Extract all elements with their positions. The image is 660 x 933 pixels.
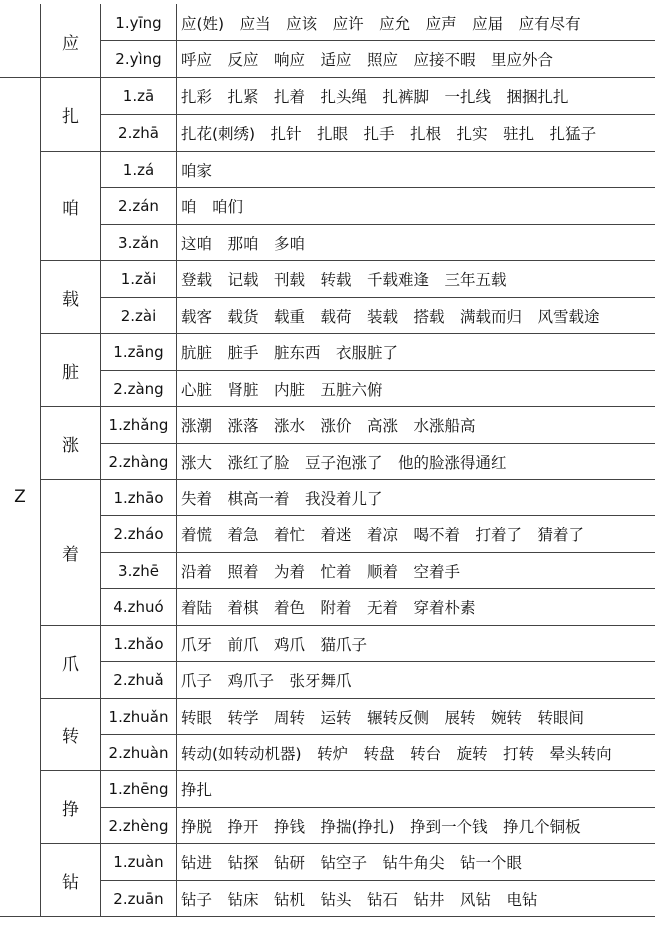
example-words: 呼应 反应 响应 适应 照应 应接不暇 里应外合 (181, 51, 554, 69)
character-cell: 爪 (62, 654, 79, 675)
example-words: 转眼 转学 周转 运转 辗转反侧 展转 婉转 转眼间 (181, 708, 585, 727)
entry-rule (40, 916, 100, 917)
reading-pinyin: 1.zhǎo (113, 634, 164, 653)
example-words: 涨潮 涨落 涨水 涨价 高涨 水涨船高 (181, 417, 476, 435)
example-words: 爪子 鸡爪子 张牙舞爪 (181, 672, 352, 690)
reading-pinyin: 1.zuàn (113, 853, 164, 871)
example-words: 爪牙 前爪 鸡爪 猫爪子 (181, 635, 368, 654)
example-words: 沿着 照着 为着 忙着 顺着 空着手 (181, 562, 461, 581)
row-rule (100, 916, 655, 917)
reading-pinyin: 3.zǎn (118, 233, 159, 252)
reading-pinyin: 4.zhuó (113, 598, 164, 616)
example-words: 扎花(刺绣) 扎针 扎眼 扎手 扎根 扎实 驻扎 扎猛子 (181, 125, 597, 143)
reading-pinyin: 1.zá (122, 160, 155, 179)
reading-pinyin: 1.zhuǎn (108, 707, 169, 726)
example-words: 应(姓) 应当 应该 应许 应允 应声 应届 应有尽有 (181, 14, 581, 33)
reading-pinyin: 1.zǎi (120, 270, 157, 288)
reading-pinyin: 1.zā (122, 87, 155, 105)
example-words: 着陆 着棋 着色 附着 无着 穿着朴素 (181, 599, 476, 617)
example-words: 挣扎 (181, 781, 213, 799)
character-cell: 脏 (62, 362, 79, 383)
example-words: 肮脏 脏手 脏东西 衣服脏了 (181, 344, 399, 362)
reading-pinyin: 1.zāng (113, 343, 164, 361)
reading-pinyin: 3.zhē (118, 561, 159, 580)
reading-pinyin: 2.zháo (113, 525, 164, 543)
initial-letter-cell: Z (14, 487, 26, 507)
character-cell: 挣 (62, 799, 79, 820)
character-cell: 着 (62, 545, 79, 565)
character-cell: 转 (62, 727, 79, 747)
example-words: 咱 咱们 (181, 198, 244, 216)
reading-pinyin: 2.zhàng (108, 452, 169, 471)
example-words: 这咱 那咱 多咱 (181, 234, 306, 253)
reading-pinyin: 2.zhuàn (108, 743, 169, 762)
example-words: 钻子 钻床 钻机 钻头 钻石 钻井 风钻 电钻 (181, 890, 538, 909)
reading-pinyin: 2.zán (118, 197, 159, 215)
character-cell: 钻 (62, 872, 79, 893)
initial-letter-cell (0, 5, 40, 77)
example-words: 涨大 涨红了脸 豆子泡涨了 他的脸涨得通红 (181, 453, 507, 472)
character-cell: 载 (62, 289, 79, 310)
example-words: 失着 棋高一着 我没着儿了 (181, 489, 383, 508)
section-rule (0, 916, 40, 917)
character-cell: 应 (62, 33, 79, 54)
reading-pinyin: 2.zàng (113, 379, 164, 398)
reading-pinyin: 1.yīng (115, 13, 162, 32)
example-words: 钻进 钻探 钻研 钻空子 钻牛角尖 钻一个眼 (181, 854, 523, 872)
reading-pinyin: 2.yìng (115, 50, 162, 68)
example-words: 载客 载货 载重 载荷 装载 搭载 满载而归 风雪载途 (181, 307, 600, 326)
example-words: 心脏 肾脏 内脏 五脏六俯 (181, 380, 383, 399)
reading-pinyin: 2.zuān (113, 889, 164, 908)
example-words: 转动(如转动机器) 转炉 转盘 转台 旋转 打转 晕头转向 (181, 744, 612, 763)
reading-pinyin: 1.zhēng (108, 780, 169, 798)
example-words: 挣脱 挣开 挣钱 挣揣(挣扎) 挣到一个钱 挣几个铜板 (181, 817, 581, 836)
reading-pinyin: 2.zhèng (108, 816, 169, 835)
reading-pinyin: 1.zhāo (113, 488, 164, 507)
reading-pinyin: 1.zhǎng (108, 416, 169, 434)
reading-pinyin: 2.zhuǎ (113, 671, 164, 689)
example-words: 咱家 (181, 161, 213, 180)
reading-pinyin: 2.zhā (118, 124, 159, 142)
character-cell: 咱 (62, 198, 79, 219)
example-words: 扎彩 扎紧 扎着 扎头绳 扎裤脚 一扎线 捆捆扎扎 (181, 88, 569, 106)
reading-pinyin: 2.zài (120, 306, 157, 325)
example-words: 登载 记载 刊载 转载 千载难逢 三年五载 (181, 271, 507, 289)
example-words: 着慌 着急 着忙 着迷 着凉 喝不着 打着了 猜着了 (181, 526, 585, 544)
character-cell: 涨 (62, 435, 79, 456)
character-cell: 扎 (62, 107, 79, 127)
